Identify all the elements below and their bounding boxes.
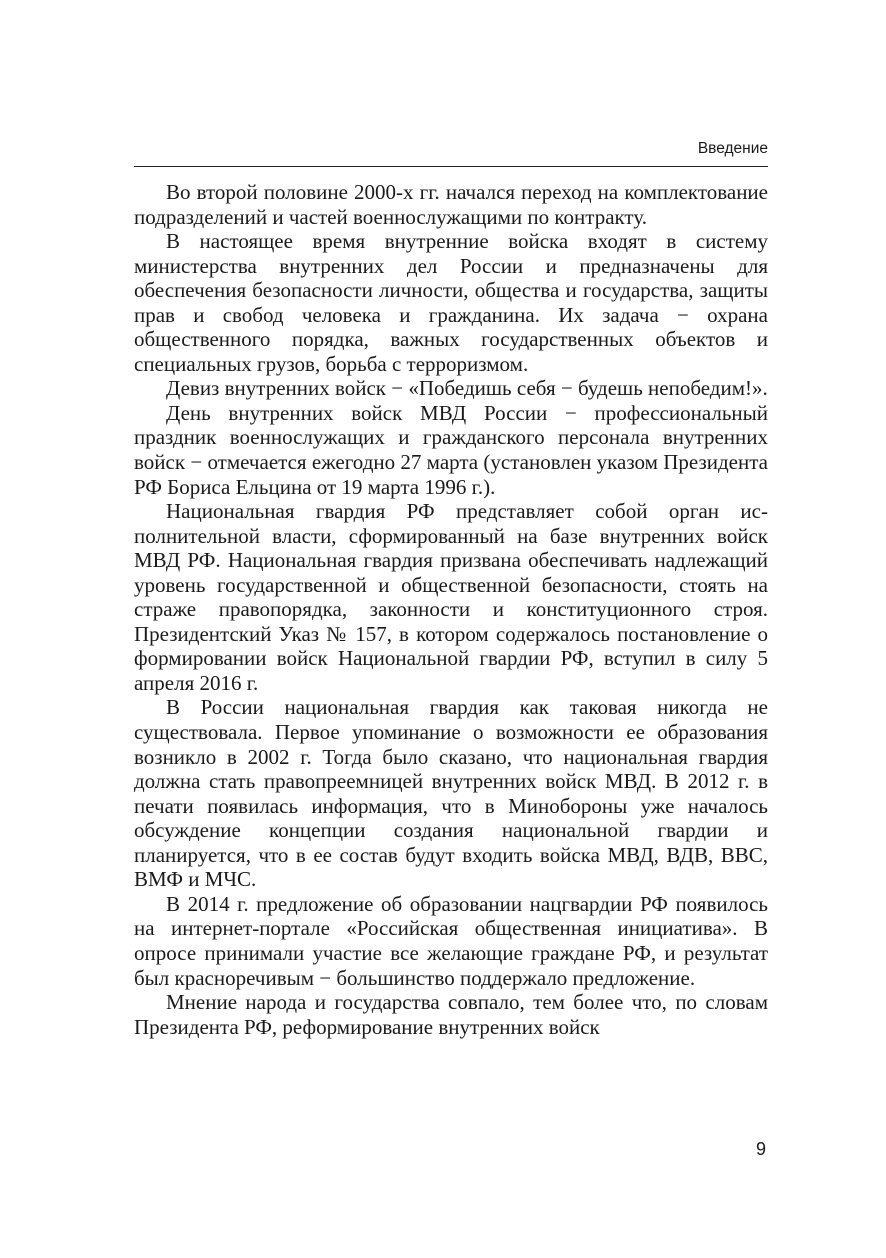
running-head [134, 138, 768, 167]
paragraph: Во второй половине 2000-х гг. начался переход на комплектование подразделений и частей военнослужащими по контракту. [134, 180, 768, 229]
paragraph: Девиз внутренних войск − «Победишь себя − будешь непобедим!». [166, 376, 768, 401]
section-title: Введение [697, 140, 768, 157]
paragraph: Мнение народа и государства совпало, тем более что, по словам Президента РФ, реформирование внутренних войск [134, 990, 768, 1039]
body-text [134, 180, 768, 1039]
page-number: 9 [755, 1139, 766, 1159]
paragraph: День внутренних войск МВД России − профессиональный праздник военнослужащих и гражданского персонала внутренних войск − отмечается ежегодно 27 марта (установлен указом Президента РФ Бориса Ельцина от 19 марта 1996 г.). [134, 400, 768, 499]
paragraph: В России национальная гвардия как таковая никогда не существовала. Первое упоминание о возможности ее образования возникло в 2002 г. Тогда было сказано, что национальная гвардия должна стать правопреемницей внутренних войск МВД. В 2012 г. в печати появилась информация, что в Минобороны уже началось обсуждение концепции создания национальной гвардии и планируется, что в ее состав будут входить войска МВД, ВДВ, ВВС, ВМФ и МЧС. [134, 695, 768, 892]
paragraph: В настоящее время внутренние войска входят в систему министерства внутренних дел России и предназначены для обеспечения безопасности личности, общества и государства, защиты прав и свобод человека и гражданина. Их задача − охрана общественного порядка, важных государственных объектов и специальных грузов, борьба с терроризмом. [134, 229, 768, 376]
paragraph: В 2014 г. предложение об образовании нацгвардии РФ появилось на интернет-портале «Российская общественная инициатива». В опросе принимали участие все желающие граждане РФ, и результат был красноречивым − большинство поддержало предложение. [134, 891, 768, 990]
paragraph: Национальная гвардия РФ представляет собой орган исполнительной власти, сформированный на базе внутренних войск МВД РФ. Национальная гвардия призвана обеспечивать надлежащий уровень государственной и общественной безопасности, стоять на страже правопорядка, законности и конституционного строя. Президентский Указ № 157, в котором содержалось постановление о формировании войск Национальной гвардии РФ, вступил в силу 5 апреля 2016 г. [134, 499, 768, 695]
